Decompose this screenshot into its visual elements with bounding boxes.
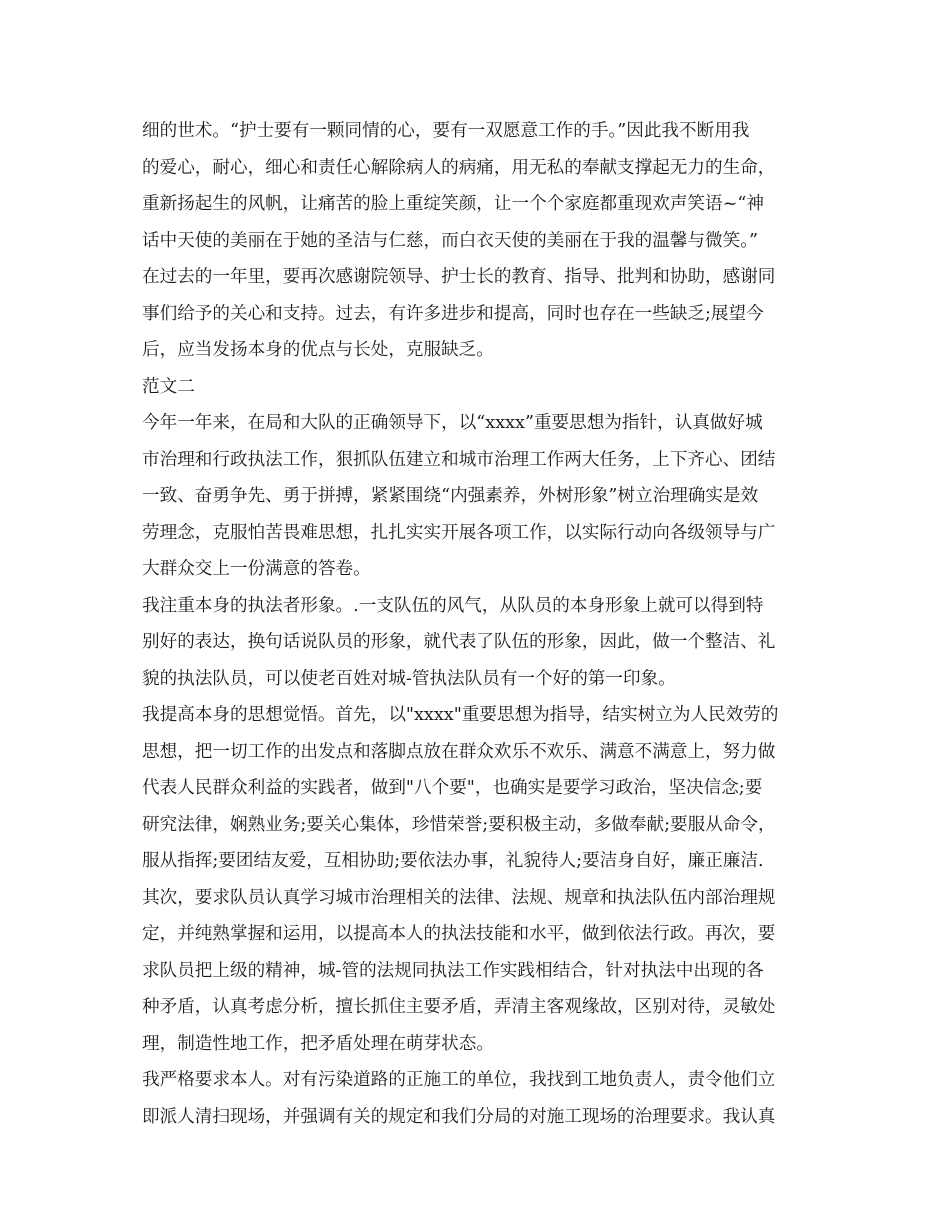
text-line: 事们给予的关心和支持。过去，有许多进步和提高，同时也存在一些缺乏;展望今: [142, 303, 764, 324]
text-line: 重新扬起生的风帆，让痛苦的脸上重绽笑颜，让一个个家庭都重现欢声笑语~“神: [142, 194, 764, 214]
text-line: 我严格要求本人。对有污染道路的正施工的单位，我找到工地负责人，责令他们立: [142, 1070, 776, 1090]
text-line: 貌的执法队员，可以使老百姓对城-管执法队员有一个好的第一印象。: [142, 668, 676, 689]
text-line: 后，应当发扬本身的优点与长处，克服缺乏。: [142, 340, 494, 360]
text-line: 其次，要求队员认真学习城市治理相关的法律、法规、规章和执法队伍内部治理规: [142, 887, 776, 908]
section-heading: 范文二: [142, 376, 195, 397]
text-line: 细的世术。“护士要有一颗同情的心，要有一双愿意工作的手。”因此我不断用我: [142, 121, 750, 141]
text-line: 话中天使的美丽在于她的圣洁与仁慈，而白衣天使的美丽在于我的温馨与微笑。”: [142, 230, 758, 251]
text-line: 我注重本身的执法者形象。.一支队伍的风气，从队员的本身形象上就可以得到特: [142, 595, 764, 616]
text-line: 种矛盾，认真考虑分析，擅长抓住主要矛盾，弄清主客观缘故，区别对待，灵敏处: [142, 997, 776, 1017]
text-line: 别好的表达，换句话说队员的形象，就代表了队伍的形象，因此，做一个整洁、礼: [142, 632, 776, 652]
text-line: 研究法律，娴熟业务;要关心集体，珍惜荣誉;要积极主动，多做奉献;要服从命令，: [142, 814, 776, 835]
text-line: 的爱心，耐心，细心和责任心解除病人的病痛，用无私的奉献支撑起无力的生命，: [142, 157, 776, 178]
text-line: 理，制造性地工作，把矛盾处理在萌芽状态。: [142, 1033, 494, 1054]
text-line: 服从指挥;要团结友爱，互相协助;要依法办事，礼貌待人;要洁身自好，廉正廉洁.: [142, 851, 764, 871]
text-line: 今年一年来，在局和大队的正确领导下，以“xxxx”重要思想为指针，认真做好城: [142, 413, 763, 433]
text-line: 一致、奋勇争先、勇于拼搏，紧紧围绕“内强素养，外树形象”树立治理确实是效: [142, 486, 759, 506]
text-line: 市治理和行政执法工作，狠抓队伍建立和城市治理工作两大任务，上下齐心、团结: [142, 449, 776, 470]
text-line: 即派人清扫现场，并强调有关的规定和我们分局的对施工现场的治理要求。我认真: [142, 1106, 776, 1127]
text-line: 求队员把上级的精神，城-管的法规同执法工作实践相结合，针对执法中出现的各: [142, 960, 764, 981]
text-line: 代表人民群众利益的实践者，做到"八个要"，也确实是要学习政治，坚决信念;要: [142, 778, 763, 798]
text-line: 劳理念，克服怕苦畏难思想，扎扎实实开展各项工作，以实际行动向各级领导与广: [142, 522, 776, 543]
text-line: 在过去的一年里，要再次感谢院领导、护士长的教育、指导、批判和协助，感谢同: [142, 267, 776, 287]
text-line: 定，并纯熟掌握和运用，以提高本人的执法技能和水平，做到依法行政。再次，要: [142, 924, 776, 944]
text-line: 大群众交上一份满意的答卷。: [142, 559, 371, 579]
text-line: 我提高本身的思想觉悟。首先，以"xxxx"重要思想为指导，结实树立为人民效劳的: [142, 705, 779, 725]
text-line: 思想，把一切工作的出发点和落脚点放在群众欢乐不欢乐、满意不满意上，努力做: [142, 741, 776, 762]
body-text: [142, 113, 822, 1135]
